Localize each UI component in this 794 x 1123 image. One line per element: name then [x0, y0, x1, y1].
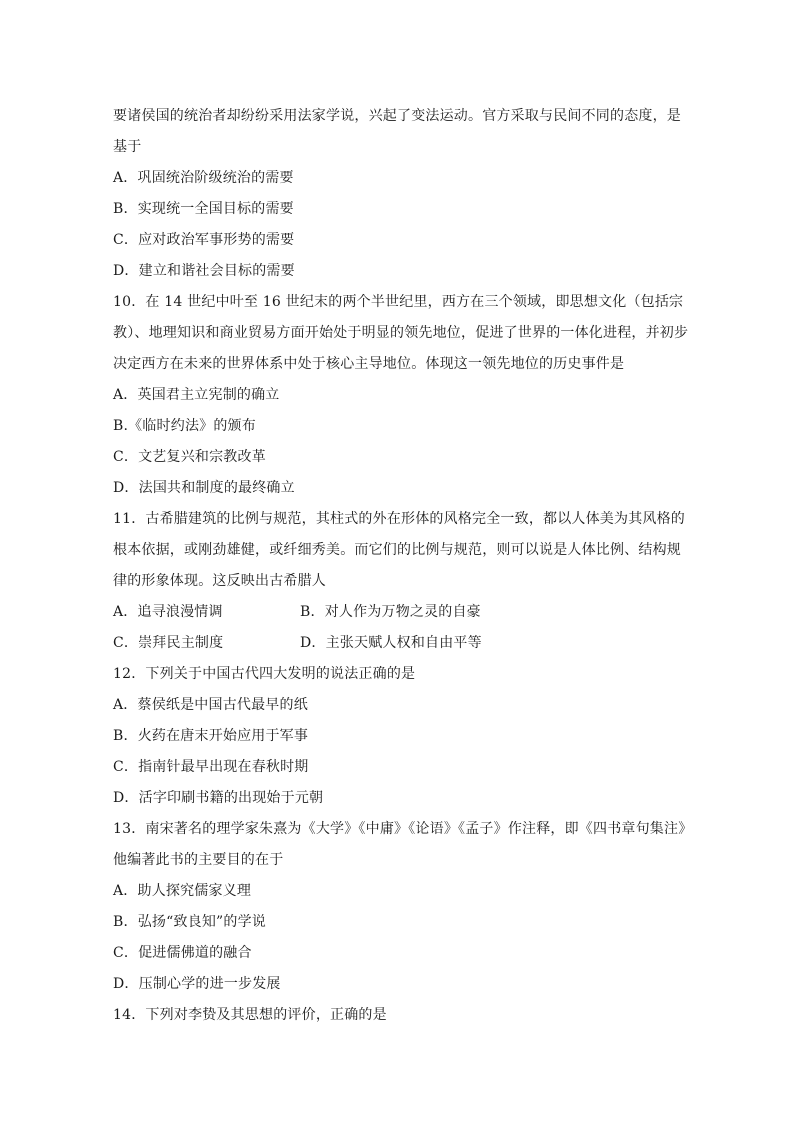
answer-option-a: A．巩固统治阶级统治的需要 [113, 170, 294, 186]
question-stem-line: 11．古希腊建筑的比例与规范，其柱式的外在形体的风格完全一致，都以人体美为其风格的 [113, 511, 686, 527]
question-stem-line: 14．下列对李贽及其思想的评价，正确的是 [113, 1007, 387, 1023]
answer-option-d: D．法国共和制度的最终确立 [113, 480, 295, 496]
answer-option-c: C．崇拜民主制度 [113, 635, 224, 651]
answer-option-d: D．活字印刷书籍的出现始于元朝 [113, 790, 324, 806]
answer-option-b: B．弘扬“致良知”的学说 [113, 914, 267, 930]
question-list [113, 101, 693, 1031]
question-stem-line: 基于 [113, 139, 142, 155]
question-stem-line: 他编著此书的主要目的在于 [113, 852, 284, 868]
answer-option-c: C．文艺复兴和宗教改革 [113, 449, 266, 465]
answer-option-a: A．助人探究儒家义理 [113, 883, 252, 899]
answer-option-b: B．实现统一全国目标的需要 [113, 201, 294, 217]
question-11 [113, 504, 686, 659]
question-stem-line: 要诸侯国的统治者却纷纷采用法家学说，兴起了变法运动。官方采取与民间不同的态度，是 [113, 108, 681, 124]
question-12 [113, 659, 683, 814]
answer-option-c: C．应对政治军事形势的需要 [113, 232, 295, 248]
question-13 [113, 814, 693, 1000]
answer-option-d: D．压制心学的进一步发展 [113, 976, 281, 992]
answer-option-b: B．对人作为万物之灵的自豪 [300, 604, 481, 620]
answer-option-c: C．指南针最早出现在春秋时期 [113, 759, 309, 775]
question-stem-line: 根本依据，或刚劲雄健，或纤细秀美。而它们的比例与规范，则可以说是人体比例、结构规 [113, 542, 681, 558]
question-9 [113, 101, 683, 287]
answer-option-d: D．主张天赋人权和自由平等 [300, 635, 482, 651]
answer-option-b: B．火药在唐末开始应用于军事 [113, 728, 309, 744]
answer-option-a: A．英国君主立宪制的确立 [113, 387, 280, 403]
answer-option-row [113, 628, 683, 659]
answer-option-a: A．蔡侯纸是中国古代最早的纸 [113, 697, 308, 713]
question-stem-line: 律的形象体现。这反映出古希腊人 [113, 573, 326, 589]
question-stem-line: 13．南宋著名的理学家朱熹为《大学》《中庸》《论语》《孟子》作注释，即《四书章句集注》 [113, 821, 693, 837]
answer-option-d: D．建立和谐社会目标的需要 [113, 263, 295, 279]
answer-option-b: B.《临时约法》的颁布 [113, 418, 256, 434]
question-10 [113, 287, 689, 504]
question-stem-line: 决定西方在未来的世界体系中处于核心主导地位。体现这一领先地位的历史事件是 [113, 356, 625, 372]
question-stem-line: 教）、地理知识和商业贸易方面开始处于明显的领先地位，促进了世界的一体化进程，并初步 [113, 325, 689, 341]
answer-option-c: C．促进儒佛道的融合 [113, 945, 252, 961]
question-14 [113, 1000, 683, 1031]
question-stem-line: 10．在 14 世纪中叶至 16 世纪末的两个半世纪里，西方在三个领域，即思想文化（包括宗 [113, 294, 684, 310]
answer-option-row [113, 597, 683, 628]
question-stem-line: 12．下列关于中国古代四大发明的说法正确的是 [113, 666, 416, 682]
answer-option-a: A．追寻浪漫情调 [113, 604, 223, 620]
